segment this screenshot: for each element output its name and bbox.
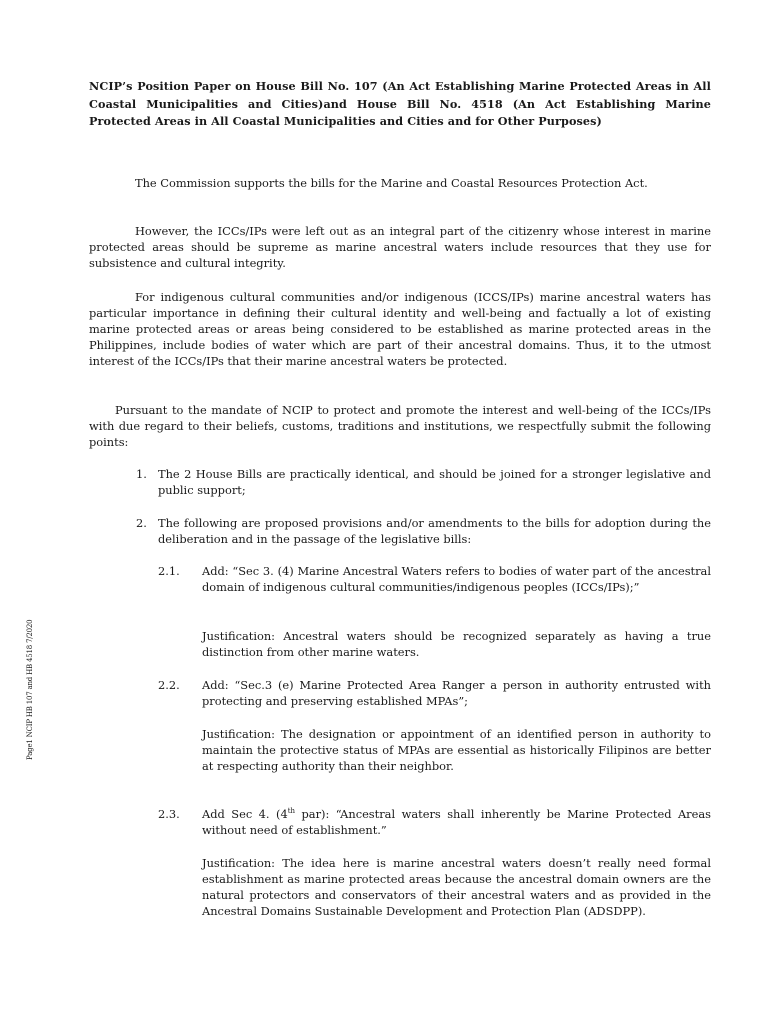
justification-2-2: Justification: The designation or appointment of an identified person in authority to maintain the protective status of MPAs are essential as historically Filipinos are better at respecting authority than their neighbor.: [202, 727, 711, 773]
subpoint-number: 2.3.: [158, 807, 180, 821]
list-item-2: [136, 516, 711, 548]
page-footer: Page1 NCIP HB 107 and HB 4518 7/2020: [26, 619, 34, 760]
paragraph-indigenous: For indigenous cultural communities and/or indigenous (ICCS/IPs) marine ancestral waters has particular importance in defining their cultural identity and well-being and factually a lot of existing marine protected areas or areas being considered to be established as marine protected areas in the Philippines, include bodies of water which are part of their ancestral domains. Thus, it to the utmost interest of the ICCs/IPs that their marine ancestral waters be protected.: [89, 290, 711, 368]
subpoint-number: 2.2.: [158, 678, 180, 692]
justification-2-1: Justification: Ancestral waters should be recognized separately as having a true distinction from other marine waters.: [202, 629, 711, 659]
paragraph-however: However, the ICCs/IPs were left out as an integral part of the citizenry whose interest in marine protected areas should be supreme as marine ancestral waters include resources that they use for subsistence and cultural integrity.: [89, 224, 711, 270]
justification-2-3: Justification: The idea here is marine ancestral waters doesn’t really need formal establishment as marine protected areas because the ancestral domain owners are the natural protectors and conservators of their ancestral waters and as provided in the Ancestral Domains Sustainable Development and Protection Plan (ADSDPP).: [202, 856, 711, 918]
document-title: NCIP’s Position Paper on House Bill No. 107 (An Act Establishing Marine Protected Areas in All Coastal Municipalities and Cities)and House Bill No. 4518 (An Act Establishing Marine Protected Areas in All Coastal Municipalities and Cities and for Other Purposes): [89, 79, 711, 128]
paragraph-pursuant: Pursuant to the mandate of NCIP to protect and promote the interest and well-being of the ICCs/IPs with due regard to their beliefs, customs, traditions and institutions, we respectfully submit the following points:: [89, 403, 711, 449]
subpoint-text: Add: “Sec 3. (4) Marine Ancestral Waters refers to bodies of water part of the ancestral domain of indigenous cultural communities/indigenous peoples (ICCs/IPs);”: [202, 564, 711, 594]
subpoint-number: 2.1.: [158, 564, 180, 578]
subpoint-text: Add Sec 4. (4th par): “Ancestral waters shall inherently be Marine Protected Areas without need of establishment.”: [202, 807, 711, 837]
paragraph-support: The Commission supports the bills for the Marine and Coastal Resources Protection Act.: [135, 176, 648, 190]
list-item-1: [136, 467, 711, 499]
subpoint-2-2: [158, 678, 711, 710]
list-item-number: 1.: [136, 467, 147, 481]
subpoint-2-1: [158, 564, 711, 596]
subpoint-text: Add: “Sec.3 (e) Marine Protected Area Ranger a person in authority entrusted with protecting and preserving established MPAs”;: [202, 678, 711, 708]
list-item-number: 2.: [136, 516, 147, 530]
list-item-text: The following are proposed provisions and/or amendments to the bills for adoption during the deliberation and in the passage of the legislative bills:: [158, 516, 711, 546]
list-item-text: The 2 House Bills are practically identical, and should be joined for a stronger legislative and public support;: [158, 467, 711, 497]
subpoint-2-3: [158, 807, 711, 839]
